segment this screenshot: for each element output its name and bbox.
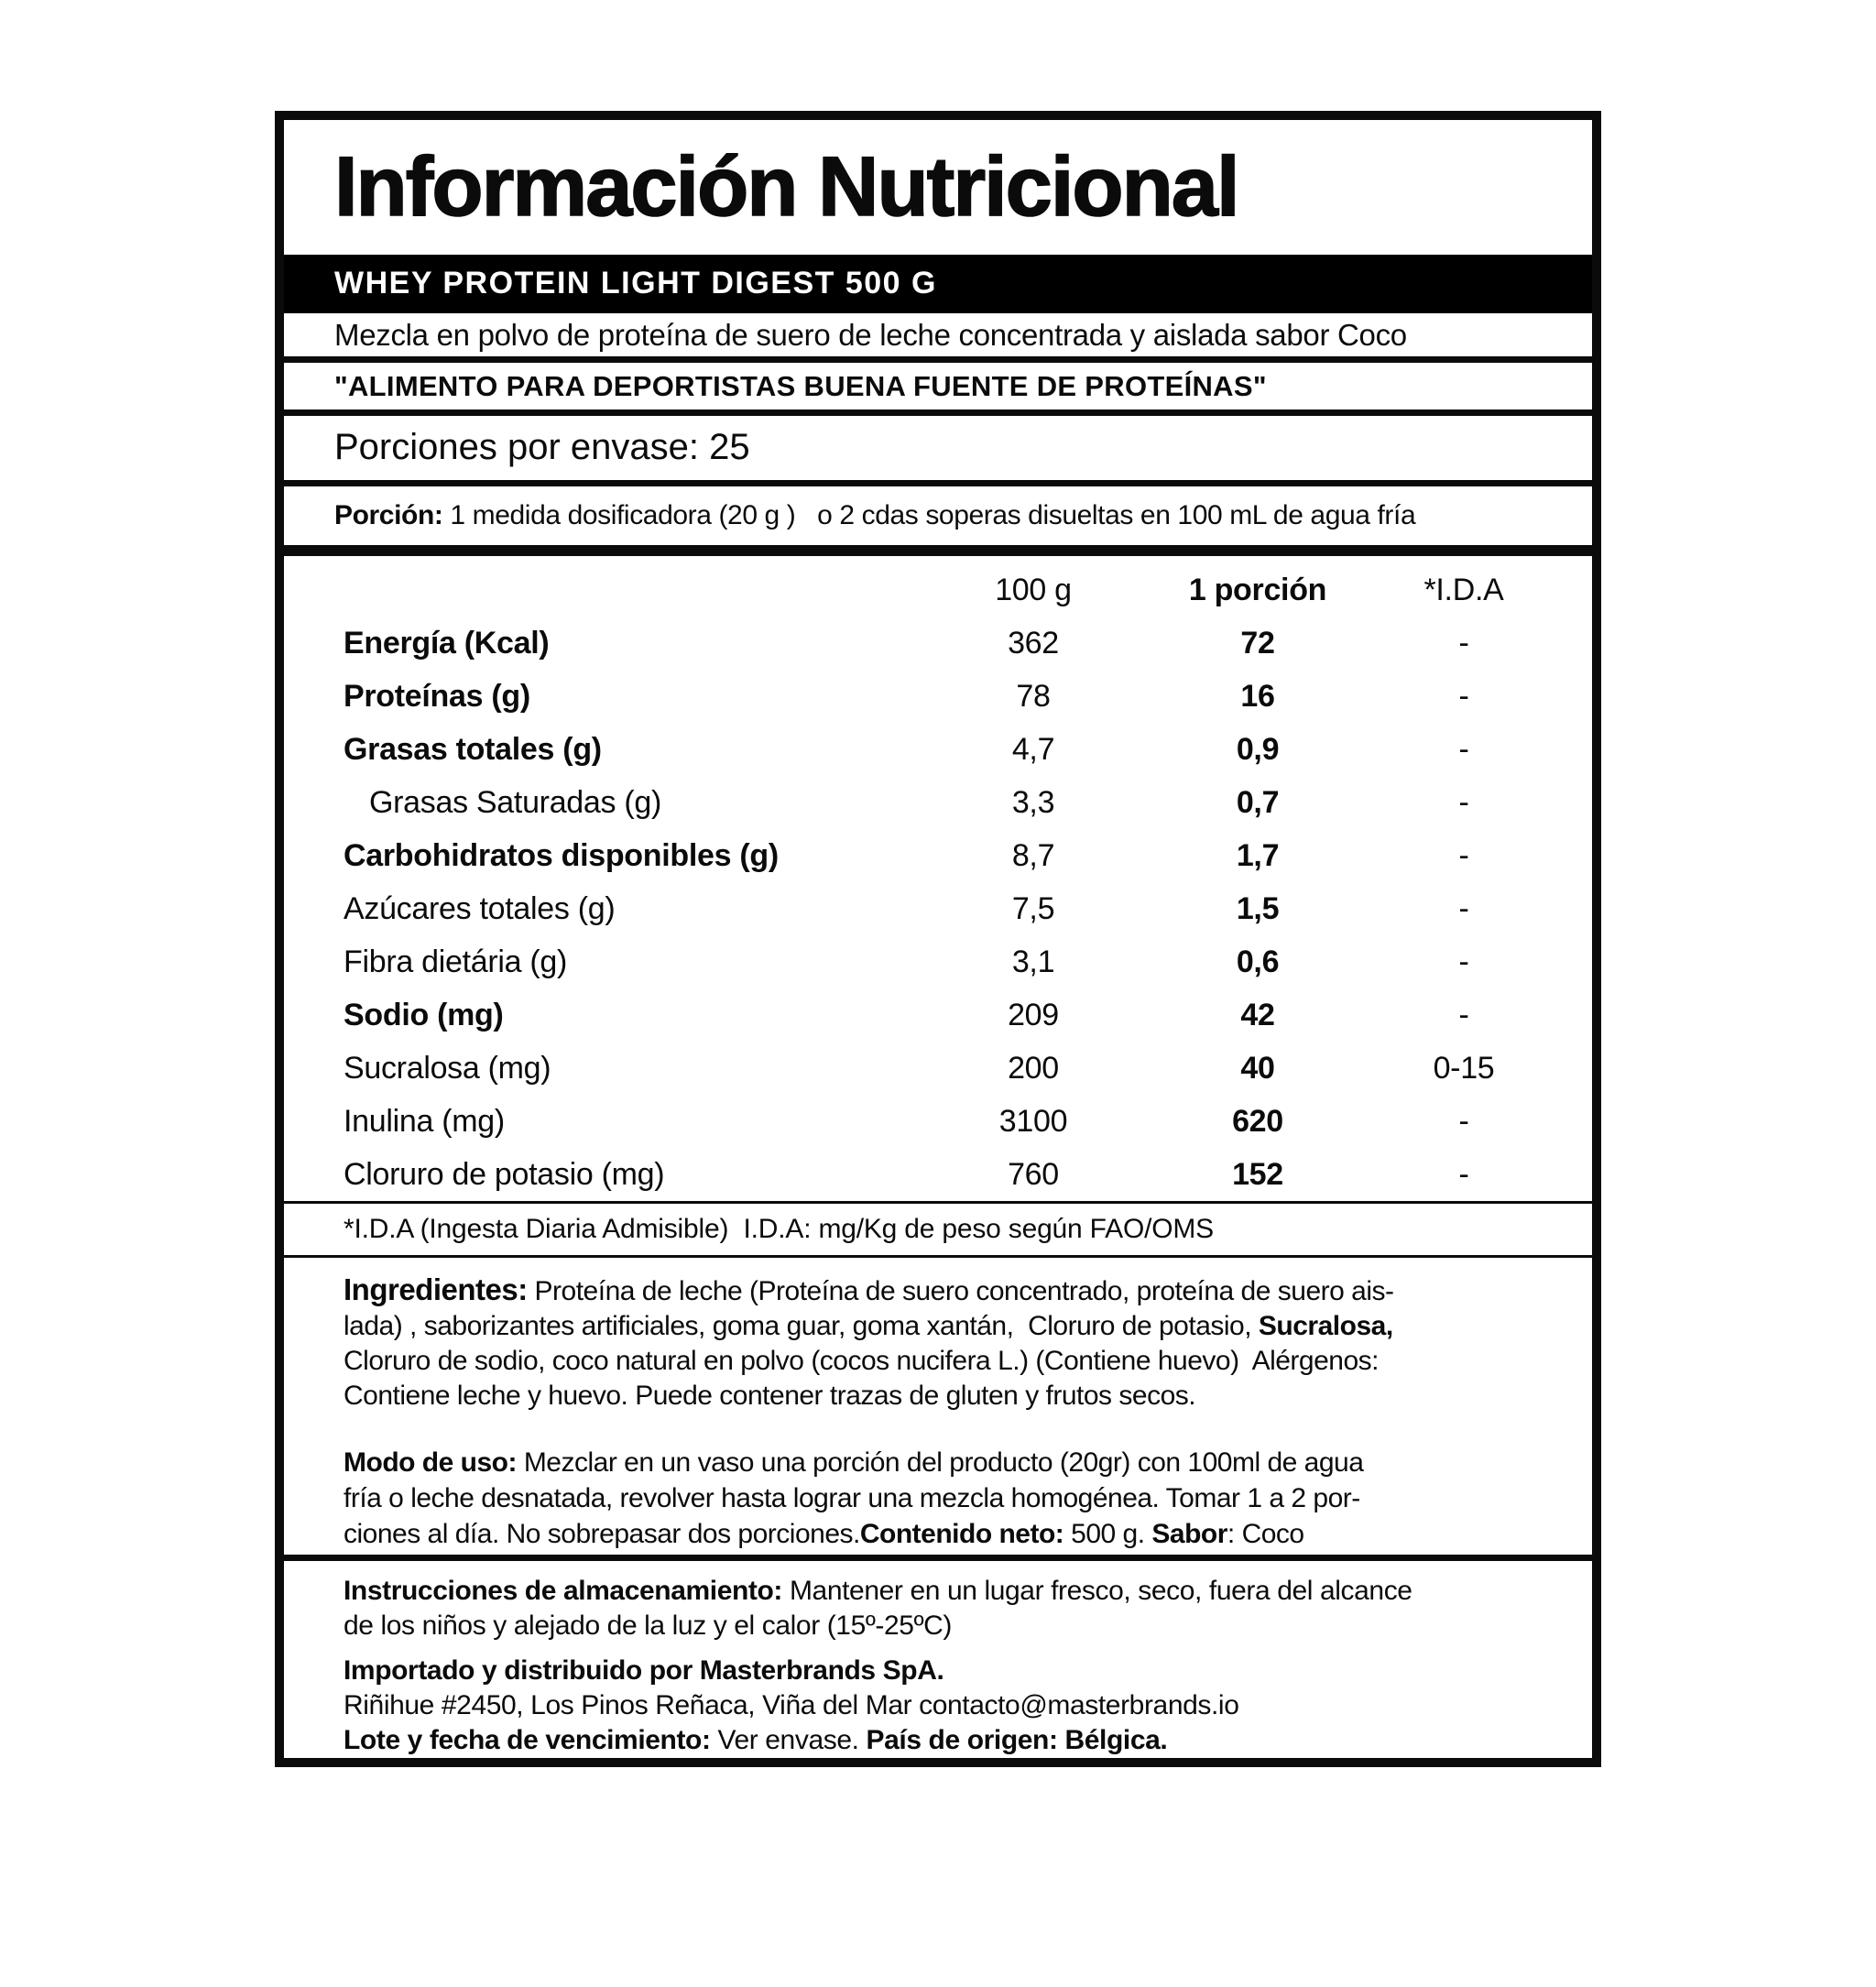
nutrient-row-fibra [284,935,1592,988]
text-line [344,1309,1546,1344]
net-content-value: 500 g. [1063,1518,1152,1549]
description-row [284,313,1592,364]
value-ida: - [1458,678,1469,714]
nutrient-label: Carbohidratos disponibles (g) [344,837,779,873]
value-porcion: 0,9 [1236,731,1280,767]
text-line [344,1609,1546,1643]
value-porcion: 42 [1240,997,1275,1032]
text-line [344,1516,1546,1552]
value-porcion: 0,6 [1236,944,1280,979]
nutrient-table [284,556,1592,1201]
page-title: Información Nutricional [334,140,1238,235]
text-line [344,1574,1546,1609]
nutrient-label: Inulina (mg) [344,1103,505,1139]
serving-size-label: Porción: [334,499,443,530]
text-line [344,1445,1546,1480]
value-100g: 3100 [998,1103,1068,1139]
importer-name: Importado y distribuido por Masterbrands SpA. [344,1655,944,1686]
ingredients-text: Cloruro de sodio, coco natural en polvo (cocos nucifera L.) (Contiene huevo) Alérgenos: [344,1345,1379,1376]
nutrition-label [275,111,1601,1767]
value-100g: 3,3 [1011,784,1055,820]
value-ida: - [1458,997,1469,1032]
nutrient-row-sucralosa [284,1042,1592,1095]
nutrient-label: Fibra dietária (g) [344,944,568,979]
storage-label: Instrucciones de almacenamiento: [344,1576,783,1606]
serving-size-text: 1 medida dosificadora (20 g ) o 2 cdas soperas disueltas en 100 mL de agua fría [442,499,1416,530]
nutrient-row-carbohidratos [284,829,1592,882]
origin-label: País de origen: Bélgica. [866,1725,1168,1755]
table-header-row [284,563,1592,617]
value-100g: 200 [1008,1050,1059,1086]
ingredients-text: Proteína de leche (Proteína de suero concentrado, proteína de suero ais- [527,1275,1394,1306]
description-text: Mezcla en polvo de proteína de suero de leche concentrada y aislada sabor Coco [334,317,1407,352]
nutrient-label: Proteínas (g) [344,678,530,714]
claim-text: "ALIMENTO PARA DEPORTISTAS BUENA FUENTE DE PROTEÍNAS" [334,369,1267,402]
text-line [344,1344,1546,1379]
usage-text: ciones al día. No sobrepasar dos porciones. [344,1518,860,1549]
nutrient-row-energia [284,617,1592,670]
ida-footnote [284,1201,1592,1258]
value-ida: - [1458,944,1469,979]
usage-block [344,1445,1546,1552]
value-porcion: 0,7 [1236,784,1280,820]
usage-text: Mezclar en un vaso una porción del producto (20gr) con 100ml de agua [516,1447,1364,1478]
nutrient-row-cloruro-potasio [284,1148,1592,1201]
flavor-label: Sabor [1151,1518,1227,1549]
ingredients-text: Contiene leche y huevo. Puede contener trazas de gluten y frutos secos. [344,1380,1196,1411]
usage-label: Modo de uso: [344,1447,517,1478]
value-porcion: 152 [1232,1156,1283,1192]
value-ida: - [1458,1103,1469,1139]
importer-address: Riñihue #2450, Los Pinos Reñaca, Viña del Mar contacto@masterbrands.io [344,1690,1239,1720]
value-porcion: 72 [1240,625,1275,661]
usage-text: fría o leche desnatada, revolver hasta lograr una mezcla homogénea. Tomar 1 a 2 por- [344,1482,1360,1513]
column-header-ida: *I.D.A [1423,572,1504,607]
column-header-100g: 100 g [995,572,1072,607]
ida-footnote-text: *I.D.A (Ingesta Diaria Admisible) I.D.A: mg/Kg de peso según FAO/OMS [344,1214,1214,1245]
value-porcion: 1,7 [1236,837,1280,873]
value-porcion: 620 [1232,1103,1283,1139]
value-100g: 8,7 [1011,837,1055,873]
serving-size-row [284,486,1592,557]
nutrient-label: Cloruro de potasio (mg) [344,1156,665,1192]
value-ida: - [1458,890,1469,926]
product-bar [284,255,1592,313]
title-row [284,120,1592,255]
value-100g: 760 [1008,1156,1059,1192]
nutrient-label: Sodio (mg) [344,997,504,1032]
text-line [344,1272,1546,1309]
lot-value: Ver envase. [710,1725,867,1755]
value-100g: 362 [1008,625,1059,661]
text-line [344,1723,1546,1758]
nutrient-row-grasas-saturadas [284,776,1592,829]
value-porcion: 40 [1240,1050,1275,1086]
ingredients-text-bold: Sucralosa, [1258,1310,1393,1341]
value-ida: 0-15 [1433,1050,1495,1086]
storage-text: Mantener en un lugar fresco, seco, fuera del alcance [782,1576,1412,1606]
importer-block [344,1654,1546,1758]
nutrient-label: Sucralosa (mg) [344,1050,551,1086]
ingredients-text: lada) , saborizantes artificiales, goma guar, goma xantán, Cloruro de potasio, [344,1310,1259,1341]
text-line [344,1654,1546,1688]
nutrient-label: Grasas totales (g) [344,731,602,767]
value-ida: - [1458,625,1469,661]
storage-text: de los niños y alejado de la luz y el calor (15º-25ºC) [344,1610,953,1641]
value-100g: 4,7 [1011,731,1055,767]
nutrient-row-azucares [284,882,1592,935]
lot-label: Lote y fecha de vencimiento: [344,1725,711,1755]
nutrient-row-inulina [284,1095,1592,1148]
nutrient-label: Grasas Saturadas (g) [369,784,662,820]
value-porcion: 16 [1240,678,1275,714]
nutrient-label: Energía (Kcal) [344,625,550,661]
nutrient-row-grasas-totales [284,723,1592,776]
nutrient-row-proteinas [284,670,1592,723]
value-100g: 7,5 [1011,890,1055,926]
nutrient-label: Azúcares totales (g) [344,890,616,926]
text-line [344,1688,1546,1723]
value-100g: 3,1 [1011,944,1055,979]
column-header-porcion: 1 porción [1188,572,1327,607]
text-line [344,1379,1546,1414]
value-100g: 78 [1016,678,1051,714]
nutrient-row-sodio [284,988,1592,1042]
value-ida: - [1458,837,1469,873]
ingredients-section [284,1258,1592,1561]
storage-importer-section [284,1561,1592,1758]
text-line [344,1480,1546,1516]
ingredients-label: Ingredientes: [344,1272,528,1306]
flavor-value: : Coco [1227,1518,1304,1549]
value-ida: - [1458,1156,1469,1192]
value-ida: - [1458,731,1469,767]
claim-row [284,363,1592,416]
product-name: WHEY PROTEIN LIGHT DIGEST 500 G [334,266,937,301]
net-content-label: Contenido neto: [859,1518,1064,1549]
value-ida: - [1458,784,1469,820]
value-porcion: 1,5 [1236,890,1280,926]
value-100g: 209 [1008,997,1059,1032]
servings-text: Porciones por envase: 25 [334,427,750,468]
servings-row [284,416,1592,486]
